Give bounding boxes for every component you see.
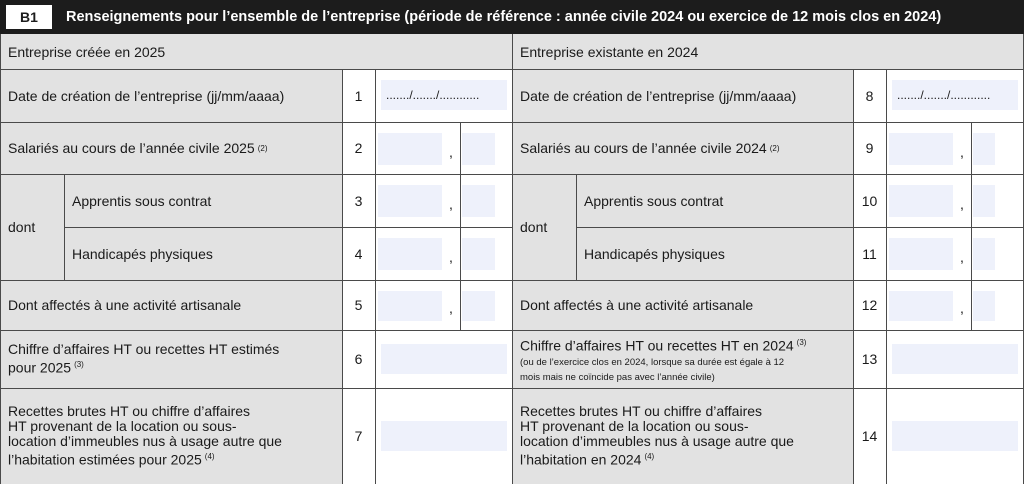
label-ca-2024: Chiffre d’affaires HT ou recettes HT en 2024 $^{(3)}$ (ou de l’exercice clos en 2024, lorsque sa durée est égale à 12 mois mais ne coïncide pas avec l’année civile) — [520, 337, 807, 384]
apprentis-integer-input-10[interactable] — [889, 185, 953, 217]
salaries-decimal-input-2[interactable] — [462, 133, 495, 165]
box-number-10: 10 — [853, 174, 886, 227]
decimal-comma: , — [449, 196, 453, 212]
box-number-1: 1 — [342, 69, 375, 122]
label-salaries-2024: Salariés au cours de l’année civile 2024 (2) — [520, 140, 780, 156]
label-ca-estimes: Chiffre d’affaires HT ou recettes HT estimés pour 2025 $^{(3)}$ — [8, 341, 280, 376]
box-number-5: 5 — [342, 280, 375, 330]
box-number-14: 14 — [853, 388, 886, 484]
label-artisanale-left: Dont affectés à une activité artisanale — [8, 297, 242, 313]
date-placeholder-8: ......./......./............ — [897, 88, 991, 102]
right-section-title: Entreprise existante en 2024 — [520, 43, 699, 60]
section-header — [0, 0, 1024, 34]
recettes-input-14[interactable] — [892, 421, 1018, 451]
ca-input-13[interactable] — [892, 344, 1018, 374]
artisanale-integer-input-12[interactable] — [889, 291, 953, 321]
decimal-comma: , — [449, 144, 453, 160]
label-recettes-brutes-right: Recettes brutes HT ou chiffre d’affaires HT provenant de la location ou sous- location d’immeubles nus à usage autre que l’habitation en 2024 $^{(4)}$ — [520, 403, 794, 468]
box-number-4: 4 — [342, 227, 375, 280]
box-number-7: 7 — [342, 388, 375, 484]
box-number-8: 8 — [853, 69, 886, 122]
label-salaries-2025: Salariés au cours de l’année civile 2025 (2) — [8, 140, 268, 156]
form-table — [0, 34, 1024, 484]
artisanale-integer-input-5[interactable] — [378, 291, 442, 321]
label-date-creation-right: Date de création de l’entreprise (jj/mm/aaaa) — [520, 87, 797, 104]
section-badge: B1 — [6, 5, 52, 29]
left-section-title: Entreprise créée en 2025 — [8, 43, 166, 60]
box-number-13: 13 — [853, 330, 886, 388]
label-recettes-brutes-left: Recettes brutes HT ou chiffre d’affaires HT provenant de la location ou sous- location d’immeubles nus à usage autre que l’habitation estimées pour 2025 $^{(4)}$ — [8, 403, 282, 468]
decimal-comma: , — [960, 249, 964, 265]
box-number-6: 6 — [342, 330, 375, 388]
box-number-2: 2 — [342, 122, 375, 174]
box-number-3: 3 — [342, 174, 375, 227]
handicapes-integer-input-4[interactable] — [378, 238, 442, 270]
apprentis-decimal-input-10[interactable] — [973, 185, 995, 217]
box-number-12: 12 — [853, 280, 886, 330]
box-number-11: 11 — [853, 227, 886, 280]
handicapes-decimal-input-4[interactable] — [462, 238, 495, 270]
label-apprentis-right: Apprentis sous contrat — [584, 192, 724, 209]
decimal-comma: , — [960, 300, 964, 316]
label-date-creation-left: Date de création de l’entreprise (jj/mm/aaaa) — [8, 87, 285, 104]
label-handicapes-right: Handicapés physiques — [584, 245, 725, 262]
label-dont-right: dont — [520, 219, 548, 235]
label-artisanale-right: Dont affectés à une activité artisanale — [520, 297, 754, 313]
artisanale-decimal-input-12[interactable] — [973, 291, 995, 321]
handicapes-integer-input-11[interactable] — [889, 238, 953, 270]
decimal-comma: , — [960, 144, 964, 160]
recettes-input-7[interactable] — [381, 421, 507, 451]
apprentis-decimal-input-3[interactable] — [462, 185, 495, 217]
ca-input-6[interactable] — [381, 344, 507, 374]
salaries-integer-input-2[interactable] — [378, 133, 442, 165]
artisanale-decimal-input-5[interactable] — [462, 291, 495, 321]
decimal-comma: , — [960, 196, 964, 212]
box-number-9: 9 — [853, 122, 886, 174]
date-placeholder-1: ......./......./............ — [386, 88, 480, 102]
label-apprentis-left: Apprentis sous contrat — [72, 192, 212, 209]
salaries-integer-input-9[interactable] — [889, 133, 953, 165]
decimal-comma: , — [449, 300, 453, 316]
handicapes-decimal-input-11[interactable] — [973, 238, 995, 270]
section-title: Renseignements pour l’ensemble de l’entreprise (période de référence : année civile 2024 ou exercice de 12 mois clos en 2024) — [66, 9, 942, 25]
label-dont-left: dont — [8, 219, 36, 235]
label-handicapes-left: Handicapés physiques — [72, 245, 213, 262]
apprentis-integer-input-3[interactable] — [378, 185, 442, 217]
salaries-decimal-input-9[interactable] — [973, 133, 995, 165]
decimal-comma: , — [449, 249, 453, 265]
